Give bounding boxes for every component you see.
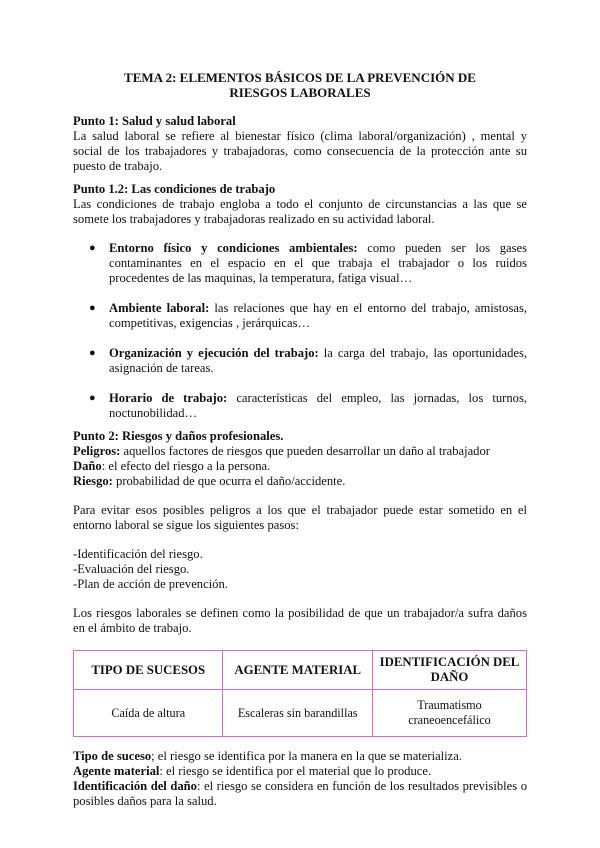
note-term: Identificación del daño: [73, 779, 197, 793]
risk-table: [73, 650, 527, 737]
section-heading-salud: Punto 1: Salud y salud laboral: [73, 114, 236, 128]
bullet-icon: ●: [89, 302, 96, 314]
note-desc: : el riesgo se identifica por el material que lo produce.: [159, 764, 432, 778]
table-header-cell: IDENTIFICACIÓN DEL DAÑO: [372, 651, 526, 690]
definition-line: [73, 444, 527, 459]
definition-desc: probabilidad de que ocurra el daño/accidente.: [112, 474, 346, 488]
list-item-desc: las relaciones que hay en el entorno del trabajo, amistosas, competitivas, exigencias , jerárquicas…: [109, 301, 528, 330]
note-line: [73, 764, 527, 779]
table-cell: Traumatismo craneoencefálico: [372, 690, 526, 737]
note-line: [73, 779, 527, 809]
list-item-term: Horario de trabajo:: [109, 391, 228, 405]
table-header-row: [74, 651, 527, 690]
steps-intro: Para evitar esos posibles peligros a los que el trabajador puede estar sometido en el entorno laboral se sigue los siguientes pasos:: [73, 503, 527, 532]
definition-term: Daño: [73, 459, 102, 473]
list-item-term: Entorno físico y condiciones ambientales:: [109, 241, 358, 255]
table-header-cell: TIPO DE SUCESOS: [74, 651, 223, 690]
list-item-desc: características del empleo, las jornadas, los turnos, noctunobilidad…: [109, 391, 527, 420]
table-row: [74, 690, 527, 737]
risk-definition: Los riesgos laborales se definen como la posibilidad de que un trabajador/a sufra daños en el ámbito de trabajo.: [73, 606, 527, 635]
definition-line: [73, 459, 527, 474]
list-item-term: Organización y ejecución del trabajo:: [109, 346, 319, 360]
step-item: -Evaluación del riesgo.: [73, 562, 190, 576]
table-cell: Escaleras sin barandillas: [223, 690, 372, 737]
definition-term: Riesgo:: [73, 474, 113, 488]
bullet-icon: ●: [89, 242, 96, 254]
bullet-icon: ●: [89, 392, 96, 404]
definition-desc: : el efecto del riesgo a la persona.: [101, 459, 271, 473]
section-text-condiciones: Las condiciones de trabajo engloba a todo el conjunto de circunstancias a las que se somete los trabajadores y trabajadoras realizado en su actividad laboral.: [73, 197, 527, 226]
definition-desc: aquellos factores de riesgos que pueden desarrollar un daño al trabajador: [120, 444, 490, 458]
definition-term: Peligros:: [73, 444, 121, 458]
note-desc: ; el riesgo se identifica por la manera en la que se materializa.: [151, 749, 463, 763]
definition-line: [73, 474, 527, 489]
bullet-icon: ●: [89, 347, 96, 359]
step-item: -Identificación del riesgo.: [73, 547, 203, 561]
note-desc: : el riesgo se considera en función de los resultados previsibles o posibles daños para la salud.: [73, 779, 528, 808]
list-item: [89, 241, 527, 286]
note-line: [73, 749, 527, 764]
note-term: Agente material: [73, 764, 160, 778]
table-header-cell: AGENTE MATERIAL: [223, 651, 372, 690]
list-item: [89, 391, 527, 421]
list-item: [89, 346, 527, 376]
list-item-desc: la carga del trabajo, las oportunidades, asignación de tareas.: [109, 346, 527, 375]
table-cell: Caída de altura: [74, 690, 223, 737]
section-text-salud: La salud laboral se refiere al bienestar físico (clima laboral/organización) , mental y social de los trabajadores y trabajadoras, como consecuencia de la protección ante su puesto de trabajo.: [73, 129, 527, 173]
list-item-term: Ambiente laboral:: [109, 301, 210, 315]
conditions-list: [73, 241, 527, 421]
section-heading-condiciones: Punto 1.2: Las condiciones de trabajo: [73, 182, 276, 196]
note-term: Tipo de suceso: [73, 749, 152, 763]
list-item-desc: como pueden ser los gases contaminantes en el espacio en el que trabaja el trabajador o los ruidos procedentes de las maquinas, la temperatura, fatiga visual…: [109, 241, 527, 285]
page-title: TEMA 2: ELEMENTOS BÁSICOS DE LA PREVENCIÓN DE RIESGOS LABORALES: [124, 70, 476, 100]
section-heading-riesgos: Punto 2: Riesgos y daños profesionales.: [73, 429, 284, 443]
step-item: -Plan de acción de prevención.: [73, 577, 228, 591]
list-item: [89, 301, 528, 331]
